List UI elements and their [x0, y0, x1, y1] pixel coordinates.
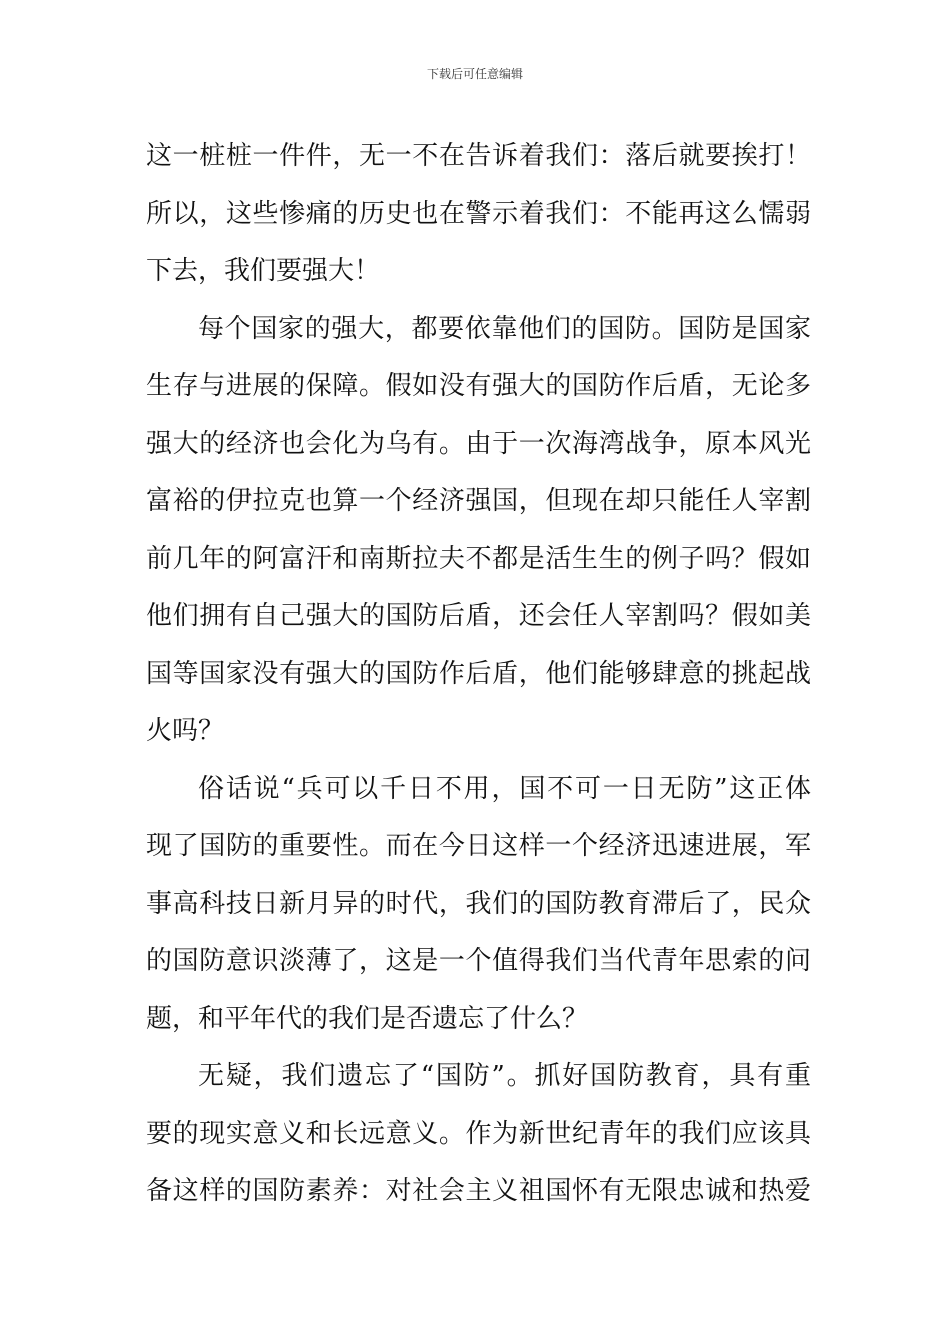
text-line: 生存与进展的保障。假如没有强大的国防作后盾，无论多: [146, 371, 811, 401]
text-line: 题，和平年代的我们是否遗忘了什么？: [146, 1003, 589, 1034]
document-body: [146, 128, 811, 1221]
text-line: 前几年的阿富汗和南斯拉夫不都是活生生的例子吗？假如: [146, 543, 811, 574]
text-line: 备这样的国防素养：对社会主义祖国怀有无限忠诚和热爱: [146, 1176, 811, 1206]
text-line: 强大的经济也会化为乌有。由于一次海湾战争，原本风光: [146, 428, 811, 459]
text-line: 火吗？: [146, 716, 225, 746]
text-line: 所以，这些惨痛的历史也在警示着我们：不能再这么懦弱: [146, 198, 811, 229]
text-line: 要的现实意义和长远意义。作为新世纪青年的我们应该具: [146, 1118, 811, 1149]
text-line: 下去，我们要强大！: [146, 256, 381, 286]
text-line: 国等国家没有强大的国防作后盾，他们能够肆意的挑起战: [146, 658, 811, 689]
paragraph-first-line: 俗话说“兵可以千日不用，国不可一日无防”这正体: [198, 773, 811, 804]
paragraph-first-line: 无疑，我们遗忘了“国防”。抓好国防教育，具有重: [198, 1061, 811, 1091]
text-line: 他们拥有自己强大的国防后盾，还会任人宰割吗？假如美: [146, 601, 811, 631]
text-line: 事高科技日新月异的时代，我们的国防教育滞后了，民众: [146, 888, 811, 919]
page-header-note: 下载后可任意编辑: [426, 67, 523, 81]
text-line: 这一桩桩一件件，无一不在告诉着我们：落后就要挨打！: [146, 141, 811, 171]
text-line: 富裕的伊拉克也算一个经济强国，但现在却只能任人宰割: [146, 486, 811, 516]
paragraph-first-line: 每个国家的强大，都要依靠他们的国防。国防是国家: [198, 313, 811, 344]
text-line: 现了国防的重要性。而在今日这样一个经济迅速进展，军: [146, 831, 811, 861]
text-line: 的国防意识淡薄了，这是一个值得我们当代青年思索的问: [146, 946, 811, 976]
